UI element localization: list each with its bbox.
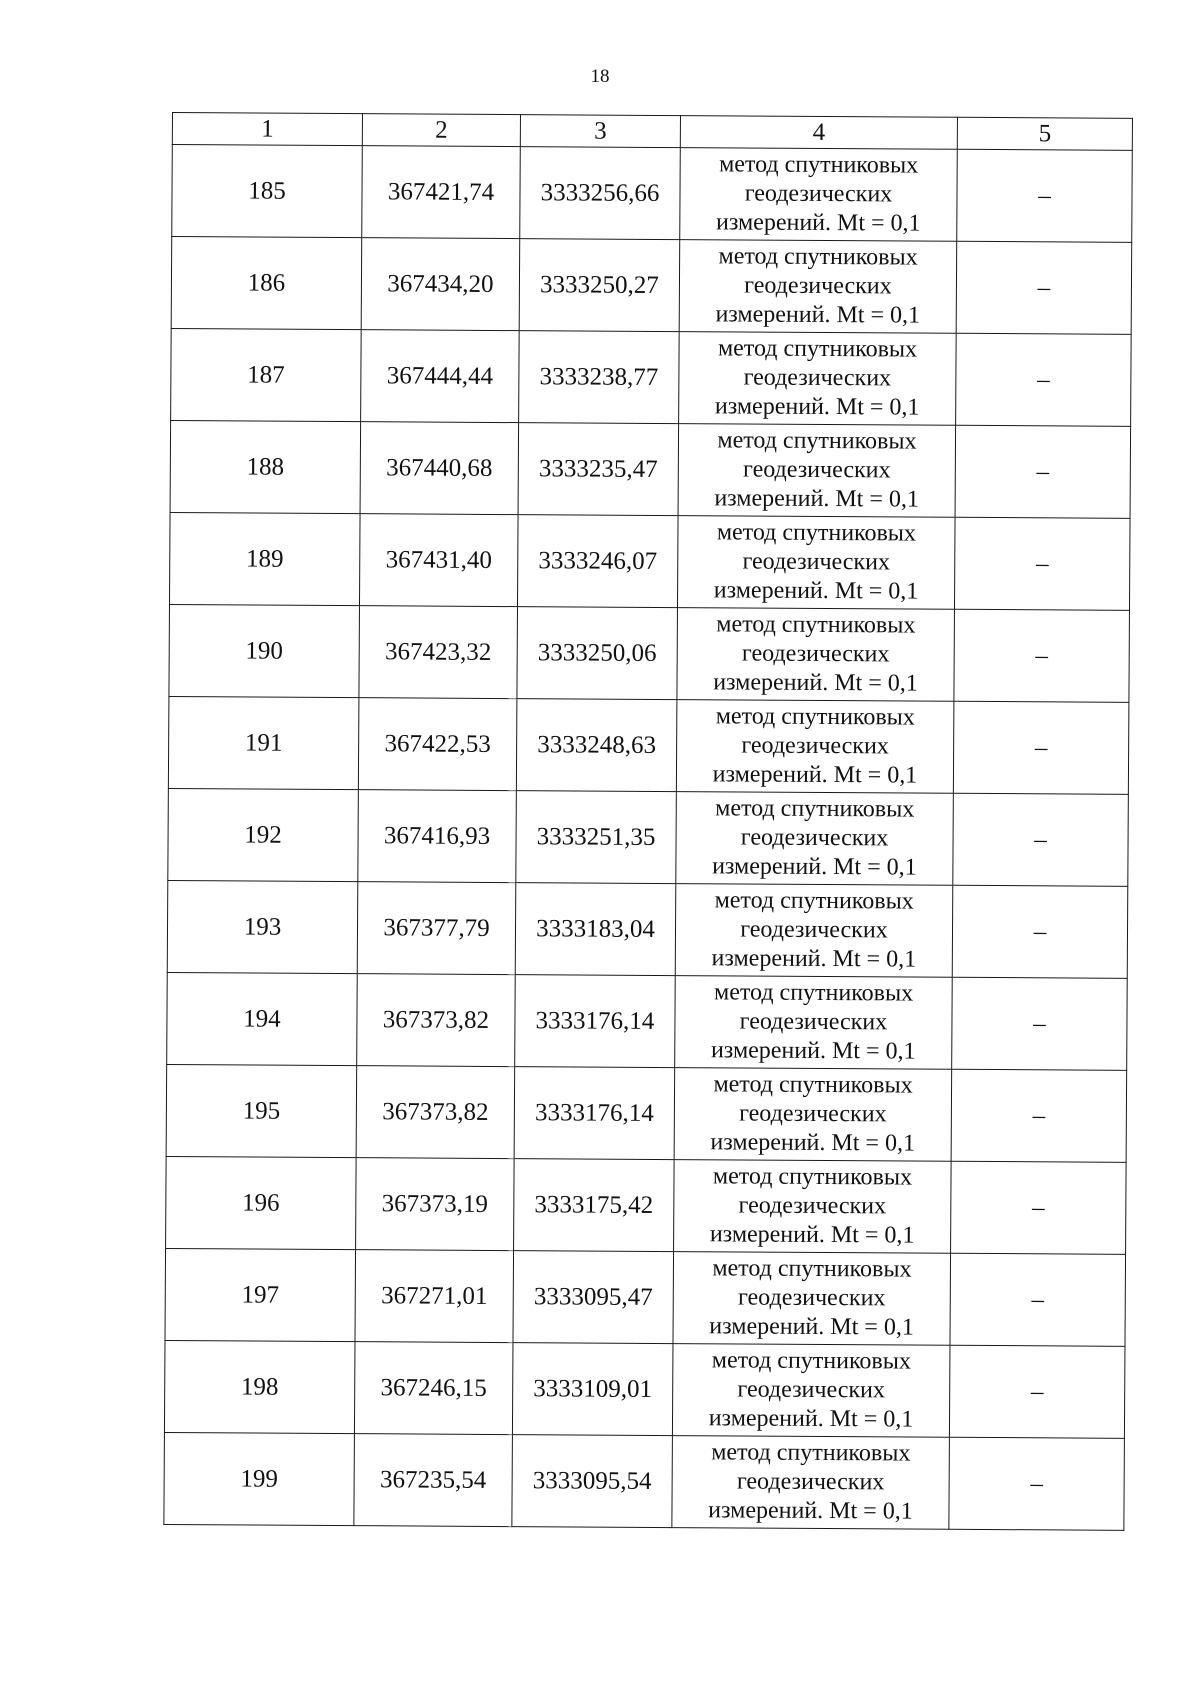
coordinates-table <box>163 112 1133 1531</box>
point-number-cell: 192 <box>168 788 359 881</box>
x-coordinate-cell: 367373,19 <box>356 1158 515 1251</box>
header-col-5: 5 <box>957 117 1132 150</box>
method-line: геодезических <box>736 1468 885 1496</box>
note-cell: – <box>951 1161 1127 1254</box>
note-cell: – <box>952 977 1128 1070</box>
header-col-1: 1 <box>172 113 362 146</box>
note-cell: – <box>949 1345 1125 1438</box>
method-line: геодезических <box>742 548 891 576</box>
x-coordinate-cell: 367422,53 <box>358 698 517 791</box>
point-number-cell: 194 <box>167 972 358 1065</box>
method-line: геодезических <box>737 1376 886 1404</box>
note-cell: – <box>955 425 1131 518</box>
method-cell <box>672 1344 950 1438</box>
note-cell: – <box>949 1437 1125 1530</box>
x-coordinate-cell: 367423,32 <box>359 606 518 699</box>
point-number-cell: 189 <box>169 512 360 605</box>
y-coordinate-cell: 3333246,07 <box>517 515 678 608</box>
method-line: измерений. Mt = 0,1 <box>710 1037 916 1065</box>
method-line: метод спутниковых <box>714 887 914 915</box>
point-number-cell: 186 <box>171 237 362 330</box>
table-row <box>170 420 1131 518</box>
point-number-cell: 199 <box>164 1432 355 1525</box>
note-cell: – <box>950 1253 1126 1346</box>
table-row <box>167 880 1128 978</box>
table-row <box>164 1340 1125 1438</box>
header-col-3: 3 <box>520 115 680 148</box>
y-coordinate-cell: 3333095,47 <box>513 1251 674 1344</box>
y-coordinate-cell: 3333175,42 <box>514 1159 675 1252</box>
method-cell <box>680 148 958 242</box>
note-cell: – <box>954 609 1130 702</box>
y-coordinate-cell: 3333183,04 <box>515 883 676 976</box>
point-number-cell: 187 <box>171 328 362 421</box>
x-coordinate-cell: 367246,15 <box>354 1342 513 1435</box>
method-line: метод спутниковых <box>715 795 915 823</box>
method-line: метод спутниковых <box>716 519 917 547</box>
table-row <box>168 788 1129 886</box>
method-line: измерений. Mt = 0,1 <box>715 209 921 237</box>
method-cell <box>673 1252 951 1346</box>
method-cell <box>676 792 954 886</box>
note-cell: – <box>952 885 1128 978</box>
table-row <box>166 1156 1127 1254</box>
y-coordinate-cell: 3333238,77 <box>519 331 680 424</box>
y-coordinate-cell: 3333250,27 <box>519 239 680 332</box>
method-line: геодезических <box>737 1284 886 1312</box>
x-coordinate-cell: 367416,93 <box>358 790 517 883</box>
method-line: измерений. Mt = 0,1 <box>712 761 918 789</box>
method-cell <box>674 1068 952 1162</box>
table-row <box>171 328 1132 426</box>
method-line: геодезических <box>743 456 891 484</box>
method-line: метод спутниковых <box>713 1071 913 1099</box>
method-cell <box>675 884 953 978</box>
method-line: измерений. Mt = 0,1 <box>712 853 917 881</box>
method-line: метод спутниковых <box>711 1347 912 1375</box>
method-line: измерений. Mt = 0,1 <box>708 1405 914 1433</box>
y-coordinate-cell: 3333095,54 <box>512 1435 673 1528</box>
method-line: геодезических <box>740 824 889 852</box>
x-coordinate-cell: 367421,74 <box>362 146 521 239</box>
method-cell <box>679 240 957 334</box>
method-line: геодезических <box>741 732 889 760</box>
method-line: метод спутниковых <box>712 1255 912 1283</box>
table-row <box>172 145 1133 243</box>
method-line: геодезических <box>740 916 888 944</box>
note-cell: – <box>953 793 1129 886</box>
method-line: геодезических <box>744 180 893 208</box>
method-line: геодезических <box>743 364 892 392</box>
point-number-cell: 197 <box>165 1248 356 1341</box>
x-coordinate-cell: 367373,82 <box>356 1066 515 1159</box>
method-cell <box>677 608 955 702</box>
note-cell: – <box>956 241 1132 334</box>
method-cell <box>679 332 957 426</box>
y-coordinate-cell: 3333176,14 <box>515 975 676 1068</box>
method-line: метод спутниковых <box>717 427 917 455</box>
method-line: метод спутниковых <box>718 243 918 271</box>
method-line: метод спутниковых <box>712 1163 913 1191</box>
x-coordinate-cell: 367440,68 <box>360 422 519 515</box>
method-line: геодезических <box>744 272 892 300</box>
method-line: измерений. Mt = 0,1 <box>713 577 919 605</box>
x-coordinate-cell: 367373,82 <box>357 974 516 1067</box>
y-coordinate-cell: 3333109,01 <box>512 1343 673 1436</box>
table-row <box>171 237 1132 335</box>
x-coordinate-cell: 367444,44 <box>361 330 520 423</box>
x-coordinate-cell: 367271,01 <box>355 1250 514 1343</box>
table-body <box>164 145 1132 1531</box>
method-line: измерений. Mt = 0,1 <box>709 1221 915 1249</box>
x-coordinate-cell: 367235,54 <box>354 1434 513 1527</box>
point-number-cell: 191 <box>168 696 359 789</box>
header-col-4: 4 <box>680 116 957 150</box>
method-line: измерений. Mt = 0,1 <box>714 485 920 513</box>
note-cell: – <box>957 149 1133 242</box>
table-row <box>167 972 1128 1070</box>
x-coordinate-cell: 367434,20 <box>361 238 520 331</box>
method-line: измерений. Mt = 0,1 <box>711 945 917 973</box>
method-line: измерений. Mt = 0,1 <box>714 393 920 421</box>
table-row <box>165 1248 1126 1346</box>
note-cell: – <box>954 517 1130 610</box>
method-line: геодезических <box>739 1008 888 1036</box>
x-coordinate-cell: 367431,40 <box>359 514 518 607</box>
table-row <box>166 1064 1127 1162</box>
method-line: метод спутниковых <box>719 151 919 179</box>
table-row <box>168 696 1129 794</box>
table-row <box>164 1432 1125 1530</box>
note-cell: – <box>956 333 1132 426</box>
y-coordinate-cell: 3333176,14 <box>514 1067 675 1160</box>
y-coordinate-cell: 3333235,47 <box>518 423 679 516</box>
table-row <box>169 512 1130 610</box>
point-number-cell: 193 <box>167 880 358 973</box>
point-number-cell: 195 <box>166 1064 357 1157</box>
method-cell <box>678 424 956 518</box>
method-line: метод спутниковых <box>715 703 915 731</box>
method-cell <box>672 1436 950 1530</box>
table-row <box>169 604 1130 702</box>
header-col-2: 2 <box>362 114 520 147</box>
method-line: метод спутниковых <box>717 335 918 363</box>
method-line: измерений. Mt = 0,1 <box>710 1129 916 1157</box>
method-line: метод спутниковых <box>716 611 916 639</box>
page-number: 18 <box>590 66 610 87</box>
method-line: измерений. Mt = 0,1 <box>715 301 921 329</box>
point-number-cell: 190 <box>169 604 360 697</box>
method-line: метод спутниковых <box>713 979 914 1007</box>
method-cell <box>675 976 953 1070</box>
method-line: измерений. Mt = 0,1 <box>713 669 918 697</box>
method-cell <box>674 1160 952 1254</box>
point-number-cell: 196 <box>166 1156 357 1249</box>
point-number-cell: 198 <box>164 1340 355 1433</box>
method-line: геодезических <box>738 1192 887 1220</box>
method-line: метод спутниковых <box>711 1439 911 1467</box>
method-line: измерений. Mt = 0,1 <box>709 1313 914 1341</box>
method-line: геодезических <box>739 1100 887 1128</box>
note-cell: – <box>951 1069 1127 1162</box>
note-cell: – <box>953 701 1129 794</box>
method-cell <box>677 516 955 610</box>
point-number-cell: 185 <box>172 145 363 238</box>
y-coordinate-cell: 3333248,63 <box>516 699 677 792</box>
point-number-cell: 188 <box>170 420 361 513</box>
method-line: геодезических <box>741 640 890 668</box>
method-cell <box>676 700 954 794</box>
y-coordinate-cell: 3333251,35 <box>516 791 677 884</box>
x-coordinate-cell: 367377,79 <box>357 882 516 975</box>
y-coordinate-cell: 3333256,66 <box>520 147 681 240</box>
y-coordinate-cell: 3333250,06 <box>517 607 678 700</box>
method-line: измерений. Mt = 0,1 <box>708 1497 913 1525</box>
